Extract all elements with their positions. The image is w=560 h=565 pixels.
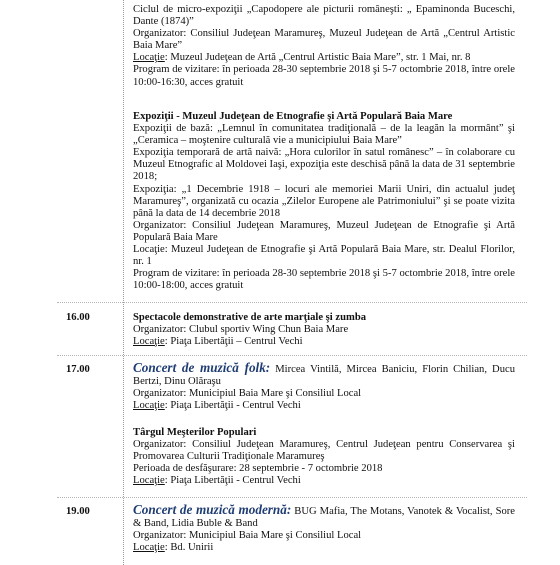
location-label: Locaţie [133,52,165,64]
martial-arts-title: Spectacole demonstrative de arte marţiale şi zumba [133,312,367,323]
ethnography-location: Locaţie: Muzeul Judeţean de Etnografie şi Artă Populară Baia Mare, str. Dealul Florilor, nr. 1 [133,244,515,268]
row-separator [57,302,527,303]
column-divider [123,0,124,565]
modern-concert-title: Concert de muzică modernă: BUG Mafia, The Motans, Vanotek & Vocalist, Sore & Band, Lidia Buble & Band [133,502,516,530]
modern-concert-block [133,504,515,554]
crafts-fair-organizer: Organizator: Consiliul Judeţean Maramureş, Centrul Judeţean pentru Conservarea şi Promovarea Culturii Tradiţionale Maramureş [133,439,515,463]
time-1900: 19.00 [66,506,90,517]
row-separator [57,355,527,356]
martial-arts-location: Locaţie: Piaţa Libertăţii – Centrul Vechi [133,336,303,348]
micro-exhibition-organizer: Organizator: Consiliul Judeţean Maramureş, Muzeul Judeţean de Artă „Centrul Artistic Baia Mare” [133,28,515,52]
crafts-fair-location: Locaţie: Piaţa Libertăţii - Centrul Vechi [133,475,301,487]
micro-exhibition-schedule: Program de vizitare: în perioada 28-30 septembrie 2018 şi 5-7 octombrie 2018, între orele 10:00-16:30, acces gratuit [133,64,515,88]
modern-concert-location: Locaţie: Bd. Unirii [133,542,214,554]
time-1700: 17.00 [66,364,90,375]
ethnography-union-exhibition: Expoziţia: „1 Decembrie 1918 – locuri ale memoriei Marii Uniri, din actualul judeţ Maramureş”, organizată cu ocazia „Zilelor Europene ale Patrimoniului” şi se poate vizita până la data de 14 decembrie 2018 [133,183,515,219]
micro-exhibition-location: Locaţie: Muzeul Judeţean de Artă „Centrul Artistic Baia Mare”, str. 1 Mai, nr. 8 [133,52,471,64]
martial-arts-block [133,312,515,348]
crafts-fair-title: Târgul Meşterilor Populari [133,427,257,438]
folk-concert-block [133,362,515,412]
ethnography-title: Expoziţii - Muzeul Judeţean de Etnografie şi Artă Populară Baia Mare [133,111,453,122]
ethnography-base-exhibitions: Expoziţii de bază: „Lemnul în comunitatea tradiţională – de la leagăn la mormânt” şi „Ceramica – moştenire culturală vie a municipiului Baia Mare” [133,123,515,147]
folk-concert-organizer: Organizator: Municipiul Baia Mare şi Consiliul Local [133,388,362,400]
time-1600: 16.00 [66,312,90,323]
ethnography-organizer: Organizator: Consiliul Judeţean Maramureş, Muzeul Judeţean de Etnografie şi Artă Populară Baia Mare [133,219,515,243]
ethnography-museum-block [133,111,515,292]
folk-concert-location: Locaţie: Piaţa Libertăţii - Centrul Vechi [133,400,301,412]
row-separator [57,497,527,498]
micro-exhibition-block [133,4,515,89]
ethnography-schedule: Program de vizitare: în perioada 28-30 septembrie 2018 şi 5-7 octombrie 2018, între orele 10:00-18:00, acces gratuit [133,268,515,292]
crafts-fair-block [133,427,515,487]
micro-exhibition-title: Ciclul de micro-expoziţii „Capodopere ale picturii româneşti: „ Epaminonda Buceschi, Dante (1874)” [133,4,515,28]
ethnography-naive-art: Expoziţia temporară de artă naivă: „Hora culorilor în satul românesc” – în colaborare cu Muzeul Etnografic al Moldovei Iaşi, expoziţia este deschisă până la data de 31 septembrie 2018; [133,147,515,183]
crafts-fair-period: Perioada de desfăşurare: 28 septembrie - 7 octombrie 2018 [133,463,383,475]
folk-concert-title: Concert de muzică folk: Mircea Vintilă, Mircea Baniciu, Florin Chilian, Ducu Bertzi, Dinu Olăraşu [133,360,515,388]
martial-arts-organizer: Organizator: Clubul sportiv Wing Chun Baia Mare [133,324,349,336]
modern-concert-organizer: Organizator: Municipiul Baia Mare şi Consiliul Local [133,530,362,542]
